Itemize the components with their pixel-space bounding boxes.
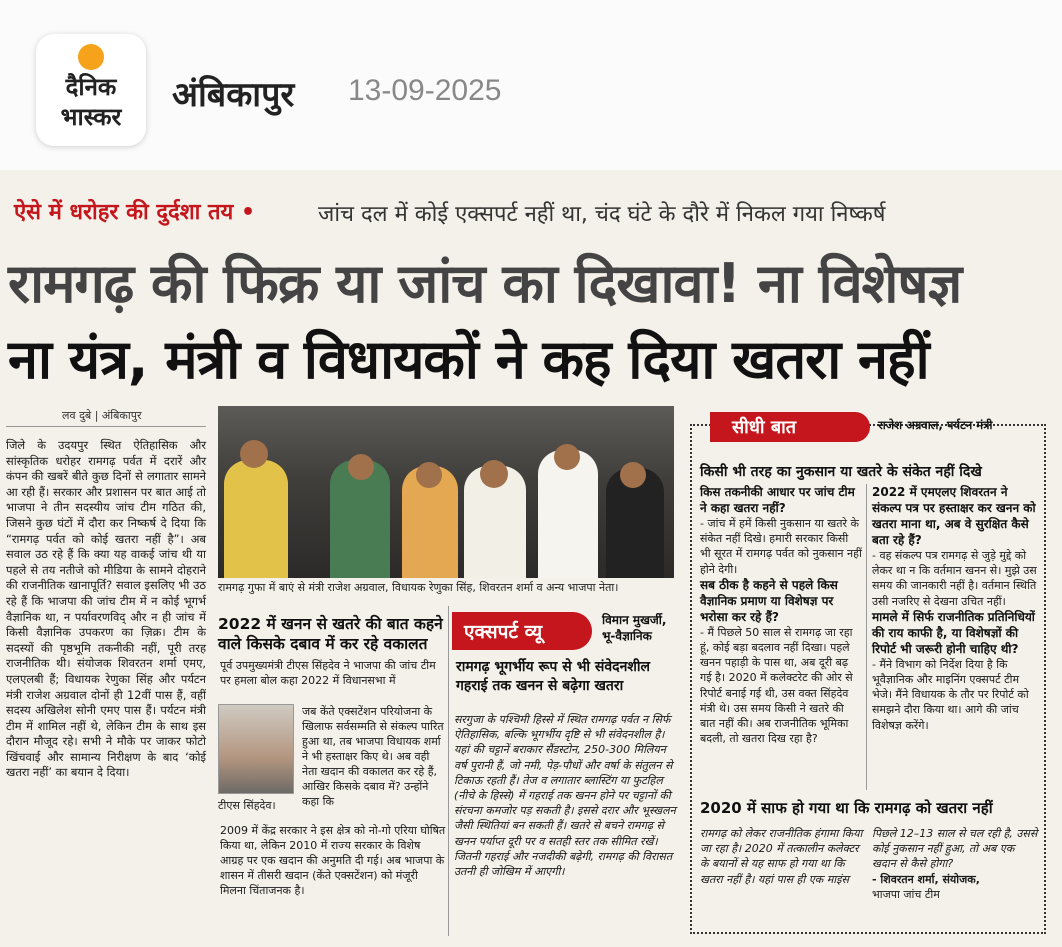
question-1: किस तकनीकी आधार पर जांच टीम ने कहा खतरा नहीं? xyxy=(700,485,855,515)
bottom-quote-text: पिछले 12–13 साल से चल रही है, उससे कोई नुकसान नहीं हुआ, तो अब एक खदान से कैसे होगा? xyxy=(872,827,1038,871)
photo-head xyxy=(348,454,374,480)
logo-line-2: भास्कर xyxy=(60,103,122,131)
article-column-2-side: जब केंते एक्सटेंशन परियोजना के खिलाफ सर्वसम्मति से संकल्प पारित हुआ था, तब भाजपा विधायक शर्मा ने भी हस्ताक्षर किए थे। अब वही नेता खदान की वकालत कर रहे हैं, आखिर किसके दबाव में? उन्होंने कहा कि xyxy=(302,705,444,808)
subheading-2022: 2022 में खनन से खतरे की बात कहने वाले किसके दबाव में कर रहे वकालत xyxy=(218,615,443,653)
seedhi-baat-label: सीधी बात xyxy=(710,412,870,442)
expert-view-label: एक्सपर्ट व्यू xyxy=(452,612,592,650)
article-column-2-rest: 2009 में केंद्र सरकार ने इस क्षेत्र को नो-गो एरिया घोषित किया था, लेकिन 2010 में राज्य सरकार के विशेष आग्रह पर एक खदान की अनुमति दी गई। अब भाजपा के शासन में तीसरी खदान (केंते एक्सटेंशन) को मंजूरी मिलना चिंताजनक है। xyxy=(220,824,446,897)
interview-column-left xyxy=(700,484,862,746)
answer-4: - मैंने विभाग को निर्देश दिया है कि भूवैज्ञानिक और माइनिंग एक्सपर्ट टीम भेजे। मैंने विधायक के तौर पर रिपोर्ट को समझने दौरा किया था। आगे की जांच विशेषज्ञ करेंगे। xyxy=(872,657,1029,732)
dainik-bhaskar-logo[interactable] xyxy=(36,34,146,146)
ts-singhdeo-caption: टीएस सिंहदेव। xyxy=(218,799,276,812)
photo-person xyxy=(224,460,288,578)
question-3: 2022 में एमएलए शिवरतन ने संकल्प पत्र पर हस्ताक्षर कर खनन को खतरा माना था, अब वे सुरक्षित कैसे बता रहे हैं? xyxy=(872,485,1036,547)
edition-date: 13-09-2025 xyxy=(348,74,502,107)
column-divider xyxy=(866,484,867,790)
bottom-quote-left: रामगढ़ को लेकर राजनीतिक हंगामा किया जा रहा है। 2020 में तत्कालीन कलेक्टर के बयानों से यह साफ हो गया था कि खतरा नहीं है। यहां पास ही एक माइंस xyxy=(700,827,863,886)
divider xyxy=(6,426,206,427)
answer-3: - वह संकल्प पत्र रामगढ़ से जुड़े मुद्दे को लेकर था न कि वर्तमान खनन से। मुझे उस समय की जानकारी नहीं है। वर्तमान स्थिति उसी नजरिए से देखना उचित नहीं। xyxy=(872,549,1037,608)
headline-line-2: ना यंत्र, मंत्री व विधायकों ने कह दिया खतरा नहीं xyxy=(8,328,929,391)
cave-photo xyxy=(218,406,674,578)
photo-head xyxy=(480,460,508,488)
article-column-1: जिले के उदयपुर स्थित ऐतिहासिक और सांस्कृतिक धरोहर रामगढ़ पर्वत में दरारें और कंपन की खबरें बीते कुछ दिनों से लगातार सामने आ रही हैं। सरकार और प्रशासन पर बात आई तो भाजपा ने तीन सदस्यीय जांच टीम गठित की, जिसने कुछ घंटों में दौरा कर निष्कर्ष दे दिया कि “रामगढ़ पर्वत को कोई खतरा नहीं है”। अब सवाल उठ रहे हैं कि क्या यह वाकई जांच थी या पहले से तय नतीजे को मीडिया के सामने दोहराने की राजनीतिक खानापूर्ति? सवाल इसलिए भी उठ रहे हैं कि भाजपा की जांच टीम में न कोई भूगर्भ वैज्ञानिक था, न पर्यावरणविद् और न ही जांच में किसी वैज्ञानिक उपकरण का ज़िक्र। टीम के सदस्यों की पृष्ठभूमि तकनीकी नहीं, पूरी तरह राजनीतिक थी। संयोजक शिवरतन शर्मा एमए, एलएलबी हैं; विधायक रेणुका सिंह और पर्यटन मंत्री राजेश अग्रवाल दोनों ही 12वीं पास हैं, वहीं सदस्य अखिलेश सोनी एमए पास हैं। पर्यटन मंत्री टीम में शामिल नहीं थे, लेकिन टीम के साथ इस दौरान मौजूद रहे। सभी ने मौके पर जाकर फोटो खिंचवाई और सामान्य निरीक्षण के बाद ‘कोई खतरा नहीं’ का बयान दे दिया। xyxy=(6,438,206,780)
photo-head xyxy=(416,462,442,488)
expert-name xyxy=(602,612,666,644)
sun-icon xyxy=(78,44,104,70)
bottom-quote-right xyxy=(872,826,1038,902)
interview-heading: किसी भी तरह का नुकसान या खतरे के संकेत नहीं दिखे xyxy=(700,464,982,480)
quote-signature-role: भाजपा जांच टीम xyxy=(872,887,940,901)
article-column-2-intro: पूर्व उपमुख्यमंत्री टीएस सिंहदेव ने भाजपा की जांच टीम पर हमला बोल कहा 2022 में विधानसभा में xyxy=(220,659,436,687)
kicker-subline: जांच दल में कोई एक्सपर्ट नहीं था, चंद घंटे के दौरे में निकल गया निष्कर्ष xyxy=(318,202,886,227)
headline-line-1: रामगढ़ की फिक्र या जांच का दिखावा! ना विशेषज्ञ xyxy=(8,252,962,315)
column-divider xyxy=(448,606,449,936)
photo-head xyxy=(554,444,580,470)
kicker-red: ऐसे में धरोहर की दुर्दशा तय • xyxy=(14,200,256,225)
interview-subheading: 2020 में साफ हो गया था कि रामगढ़ को खतरा नहीं xyxy=(700,799,993,817)
edition-place: अंबिकापुर xyxy=(172,75,295,115)
quote-signature: - शिवरतन शर्मा, संयोजक, xyxy=(872,872,980,886)
photo-head xyxy=(620,462,646,488)
logo-line-1: दैनिक xyxy=(65,73,117,101)
expert-subheading: रामगढ़ भूगर्भीय रूप से भी संवेदनशील गहराई तक खनन से बढ़ेगा खतरा xyxy=(456,659,651,694)
app-header xyxy=(0,0,1062,170)
question-4: मामले में सिर्फ राजनीतिक प्रतिनिधियों की राय काफी है, या विशेषज्ञों की रिपोर्ट भी जरूरी होनी चाहिए थी? xyxy=(872,609,1035,656)
expert-name-line-2: भू-वैज्ञानिक xyxy=(602,629,652,643)
answer-1: - जांच में हमें किसी नुकसान या खतरे के संकेत नहीं दिखे। हमारी सरकार किसी भी सूरत में रामगढ़ पर्वत को नुकसान नहीं होने देगी। xyxy=(700,517,862,576)
answer-2: - मैं पिछले 50 साल से रामगढ़ जा रहा हूं, कोई बड़ा बदलाव नहीं दिखा। पहले खनन पहाड़ी के पास था, अब दूरी बढ़ गई है। 2020 में कलेक्टरेट की ओर से रिपोर्ट बनाई गई थी, उस वक्त सिंहदेव मंत्री थे। उस समय किसी ने खतरे की बात नहीं की। अब राजनीतिक भूमिका बदली, तो खतरा दिख रहा है? xyxy=(700,625,853,746)
ts-singhdeo-photo xyxy=(218,704,294,794)
photo-caption: रामगढ़ गुफा में बाएं से मंत्री राजेश अग्रवाल, विधायक रेणुका सिंह, शिवरतन शर्मा व अन्य भाजपा नेता। xyxy=(218,581,619,594)
byline: लव दुबे | अंबिकापुर xyxy=(62,409,142,422)
expert-column: सरगुजा के पश्चिमी हिस्से में स्थित रामगढ़ पर्वत न सिर्फ ऐतिहासिक, बल्कि भूगर्भीय दृष्टि से भी संवेदनशील है। यहां की चट्टानें बराकार सैंडस्टोन, 250-300 मिलियन वर्ष पुरानी हैं, जो नमी, पेड़-पौधों और वर्षा के संतुलन से टिकाऊ रहती हैं। तेज व लगातार ब्लास्टिंग या फुटहिल (नीचे के हिस्से) में गहराई तक खनन होने पर चट्टानों की संरचना कमजोर पड़ सकती है। इससे दरार और भूस्खलन जैसी स्थितियां बन सकती हैं। खतरे से बचने रामगढ़ से खनन पर्याप्त दूरी पर व सतही स्तर तक सीमित रखें। जितनी गहराई और नजदीकी बढ़ेगी, रामगढ़ की विरासत उतनी ही जोखिम में आएगी। xyxy=(454,713,676,879)
expert-name-line-1: विमान मुखर्जी, xyxy=(602,613,667,627)
interviewee-name: राजेश अग्रवाल, पर्यटन मंत्री xyxy=(878,418,993,432)
question-2: सब ठीक है कहने से पहले किस वैज्ञानिक प्रमाण या विशेषज्ञ पर भरोसा कर रहे हैं? xyxy=(700,577,838,624)
interview-column-right xyxy=(872,484,1038,733)
photo-head xyxy=(240,440,268,468)
